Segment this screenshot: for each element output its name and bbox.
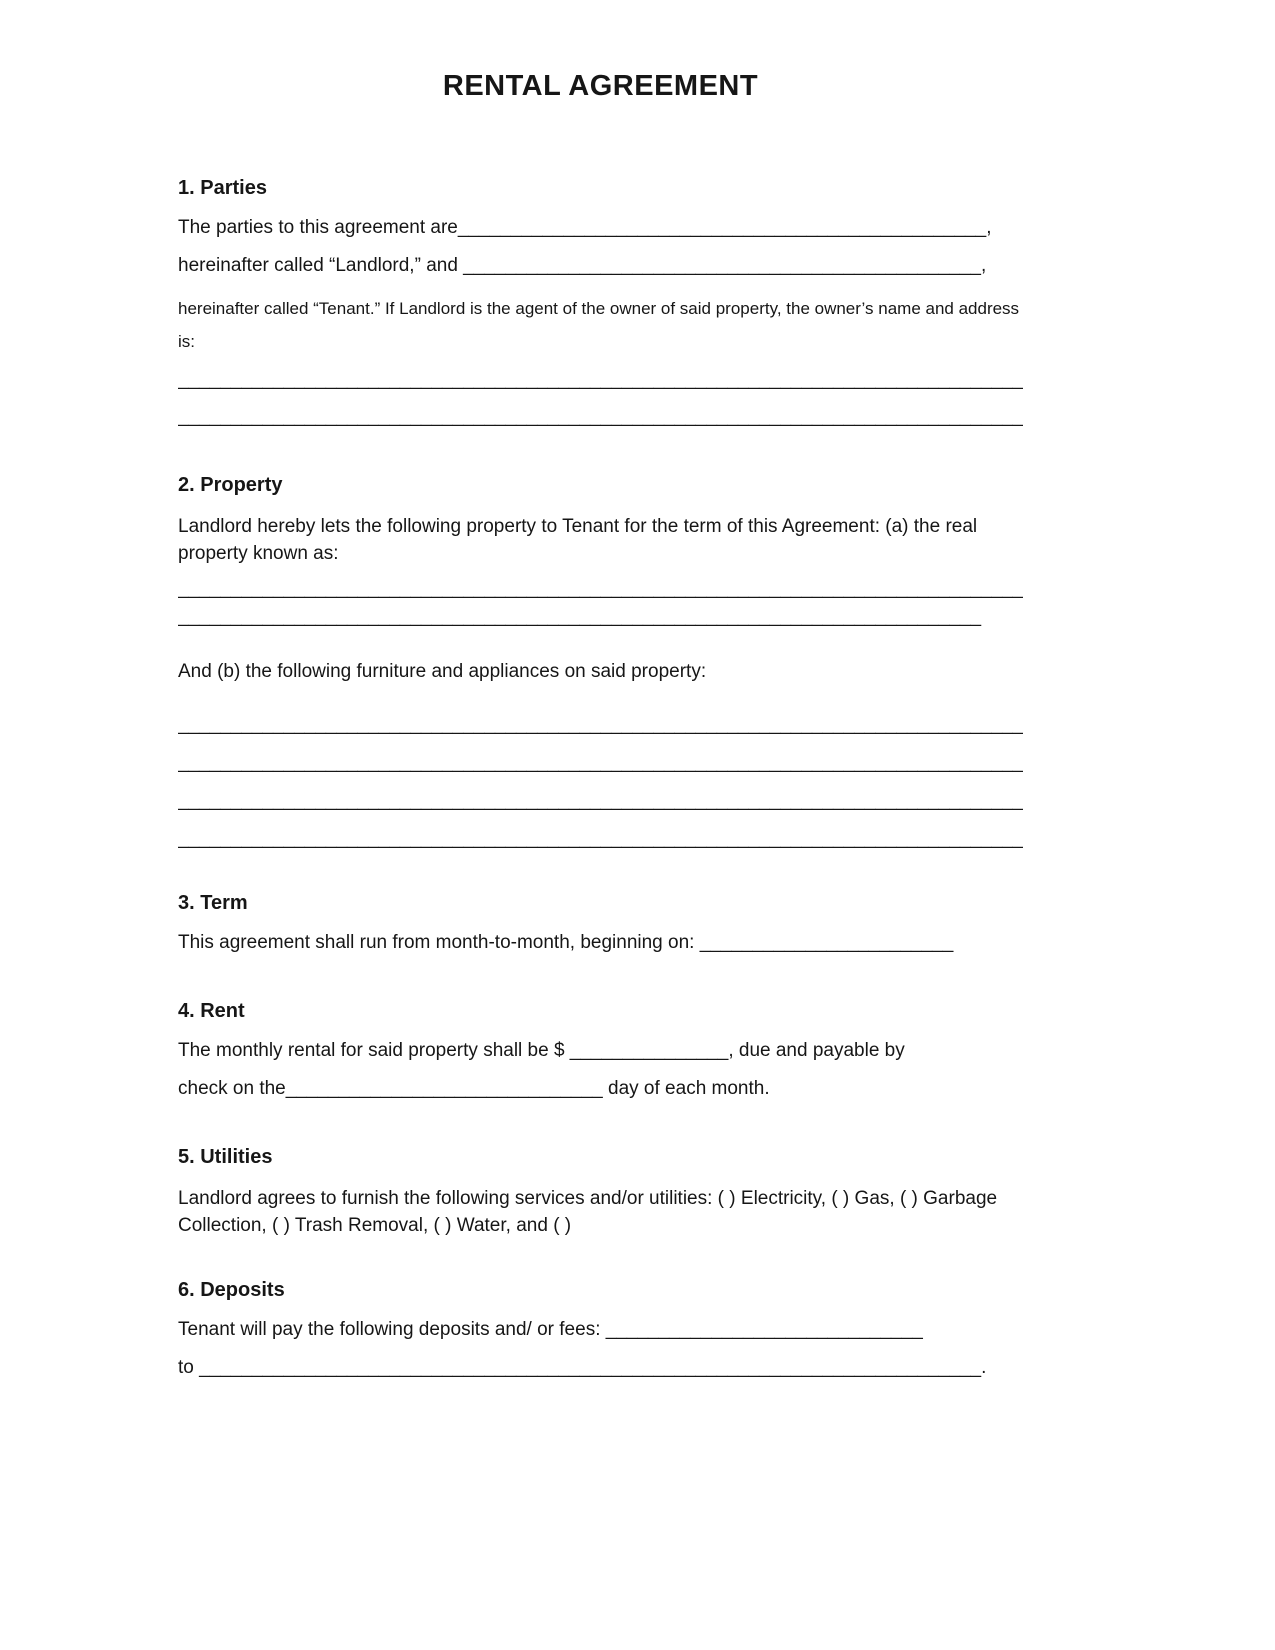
term-line: This agreement shall run from month-to-month, beginning on: ________________________ <box>178 932 954 953</box>
section-heading-property: 2. Property <box>178 474 283 496</box>
document-title: RENTAL AGREEMENT <box>442 70 759 102</box>
parties-line-2: hereinafter called “Landlord,” and _________________________________________________, <box>178 255 987 276</box>
section-heading-term: 3. Term <box>178 892 248 914</box>
utilities-text: Landlord agrees to furnish the following services and/or utilities: ( ) Electricity, ( ) Gas, ( ) Garbage Collection, ( ) Trash Removal, ( ) Water, and ( ) <box>178 1188 998 1236</box>
section-property <box>178 474 1023 850</box>
fill-in-line: ________________________________________________________________________________ <box>178 714 1023 735</box>
section-heading-rent: 4. Rent <box>178 1000 245 1022</box>
fill-in-line: ________________________________________________________________________________ <box>178 406 1023 427</box>
section-heading-parties: 1. Parties <box>178 177 267 199</box>
section-rent <box>178 1000 1023 1100</box>
document-page <box>178 0 1023 1379</box>
parties-line-1: The parties to this agreement are__________________________________________________, <box>178 217 992 238</box>
property-intro: Landlord hereby lets the following property to Tenant for the term of this Agreement: (a) the real property known as: <box>178 516 978 564</box>
section-term <box>178 892 1023 954</box>
fill-in-line: ________________________________________________________________________________ <box>178 790 1023 811</box>
rent-line-2: check on the______________________________ day of each month. <box>178 1078 770 1099</box>
deposits-line-2: to __________________________________________________________________________. <box>178 1357 987 1378</box>
fill-in-line: ________________________________________________________________________________ <box>178 752 1023 773</box>
rent-line-1: The monthly rental for said property shall be $ _______________, due and payable by <box>178 1040 905 1061</box>
fill-in-line: ________________________________________________________________________________ <box>178 369 1023 390</box>
deposits-line-1: Tenant will pay the following deposits and/ or fees: ______________________________ <box>178 1319 923 1340</box>
section-parties <box>178 177 1023 428</box>
property-furniture-text: And (b) the following furniture and appliances on said property: <box>178 661 707 682</box>
fill-in-line: ____________________________________________________________________________ <box>178 606 982 627</box>
parties-note: hereinafter called “Tenant.” If Landlord is the agent of the owner of said property, the owner’s name and address is: <box>178 299 1020 351</box>
section-deposits <box>178 1279 1023 1379</box>
section-heading-deposits: 6. Deposits <box>178 1279 285 1301</box>
fill-in-line: ________________________________________________________________________________ <box>178 578 1023 599</box>
fill-in-line: ________________________________________________________________________________ <box>178 828 1023 849</box>
section-utilities <box>178 1146 1023 1239</box>
section-heading-utilities: 5. Utilities <box>178 1146 273 1168</box>
